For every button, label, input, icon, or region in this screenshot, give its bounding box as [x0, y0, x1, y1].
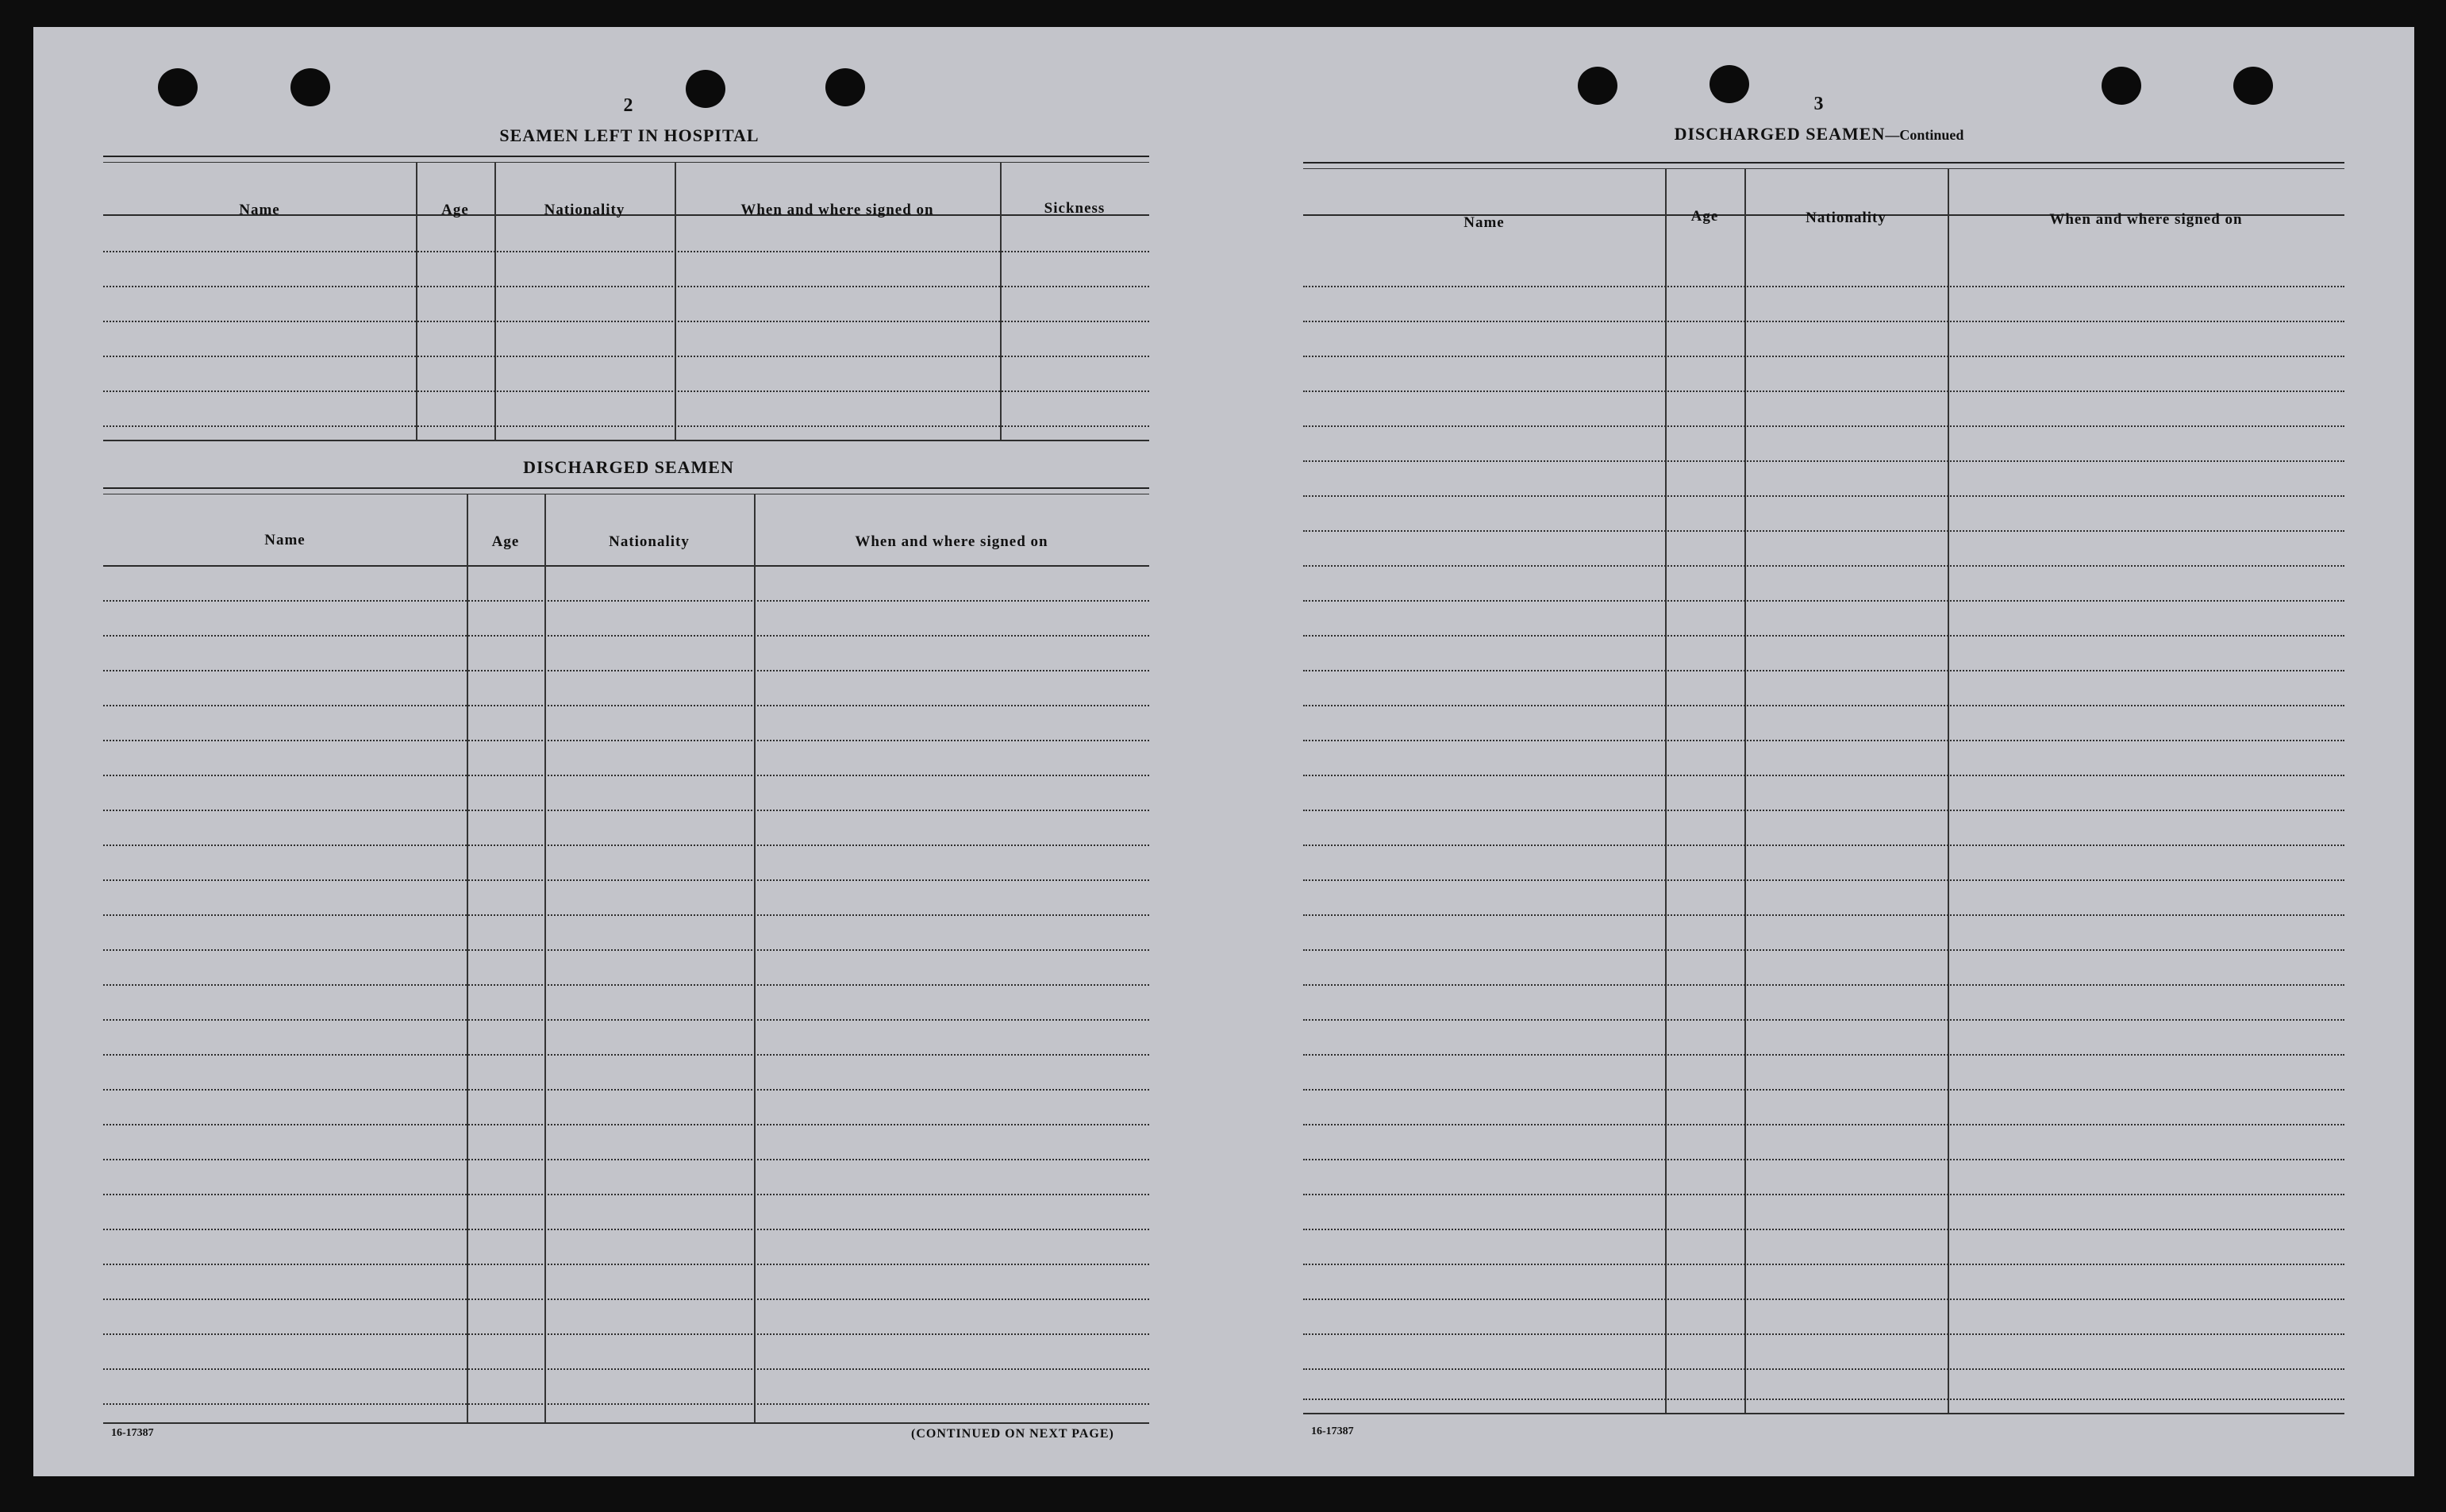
table-row	[1303, 1089, 2344, 1091]
table-row	[1303, 600, 2344, 602]
table-row	[1303, 1333, 2344, 1335]
column-header-name: Name	[264, 532, 306, 548]
column-header-nationality: Nationality	[544, 202, 625, 218]
table-row	[1303, 495, 2344, 497]
table-row	[103, 844, 1149, 846]
discharged-continued-title	[1224, 124, 2414, 144]
table-row	[1303, 1368, 2344, 1370]
column-header-signed-on: When and where signed on	[2049, 211, 2243, 228]
table-row	[1303, 286, 2344, 287]
table-row	[103, 949, 1149, 951]
table-row	[1303, 1298, 2344, 1300]
table-row	[1303, 425, 2344, 427]
table-row	[103, 251, 1149, 252]
table-row	[103, 1019, 1149, 1021]
table-row	[103, 635, 1149, 637]
table-row	[1303, 1054, 2344, 1056]
form-number: 16-17387	[111, 1427, 154, 1439]
column-header-nationality: Nationality	[609, 533, 690, 550]
table-row	[1303, 949, 2344, 951]
hospital-table	[103, 156, 1149, 471]
discharged-section-title: DISCHARGED SEAMEN	[523, 457, 734, 477]
table-row	[1303, 705, 2344, 706]
table-row	[1303, 879, 2344, 881]
table-row	[103, 1159, 1149, 1160]
table-row	[1303, 1264, 2344, 1265]
table-row	[1303, 914, 2344, 916]
table-row	[1303, 810, 2344, 811]
section-title-main: DISCHARGED SEAMEN	[1674, 124, 1886, 144]
table-row	[1303, 391, 2344, 392]
table-row	[103, 1333, 1149, 1335]
column-header-nationality: Nationality	[1806, 210, 1886, 226]
table-row	[103, 321, 1149, 322]
table-row	[103, 1298, 1149, 1300]
table-row	[1303, 1124, 2344, 1125]
hospital-section-title: SEAMEN LEFT IN HOSPITAL	[499, 125, 760, 145]
column-header-age: Age	[441, 202, 469, 218]
table-row	[1303, 565, 2344, 567]
table-row	[1303, 670, 2344, 671]
column-header-sickness: Sickness	[1044, 200, 1106, 217]
table-row	[103, 425, 1149, 427]
table-row	[103, 286, 1149, 287]
page-number: 2	[623, 95, 634, 116]
right-page	[1224, 27, 2414, 1476]
table-row	[103, 1194, 1149, 1195]
table-row	[103, 391, 1149, 392]
table-row	[103, 600, 1149, 602]
table-row	[1303, 1399, 2344, 1400]
table-row	[103, 879, 1149, 881]
table-row	[103, 775, 1149, 776]
table-row	[1303, 1019, 2344, 1021]
table-row	[103, 740, 1149, 741]
discharged-continued-table	[1303, 162, 2344, 1448]
table-row	[103, 1229, 1149, 1230]
table-row	[1303, 356, 2344, 357]
table-row	[1303, 1229, 2344, 1230]
table-row	[103, 670, 1149, 671]
table-row	[1303, 1194, 2344, 1195]
column-header-signed-on: When and where signed on	[855, 533, 1048, 550]
table-row	[103, 914, 1149, 916]
column-header-name: Name	[239, 202, 280, 218]
left-page	[33, 27, 1224, 1476]
table-row	[103, 1368, 1149, 1370]
page-number: 3	[1813, 94, 1825, 114]
table-row	[1303, 740, 2344, 741]
table-row	[1303, 775, 2344, 776]
table-row	[103, 1089, 1149, 1091]
section-title-suffix: —Continued	[1885, 127, 1964, 143]
table-row	[103, 1054, 1149, 1056]
table-row	[1303, 984, 2344, 986]
table-row	[1303, 530, 2344, 532]
continued-note: (CONTINUED ON NEXT PAGE)	[911, 1427, 1114, 1441]
table-row	[103, 984, 1149, 986]
table-row	[1303, 844, 2344, 846]
table-row	[1303, 635, 2344, 637]
table-row	[103, 705, 1149, 706]
column-header-age: Age	[1690, 208, 1719, 225]
ledger-sheet	[33, 27, 2414, 1476]
table-row	[103, 1264, 1149, 1265]
form-number: 16-17387	[1311, 1425, 1354, 1437]
table-row	[1303, 460, 2344, 462]
table-row	[103, 810, 1149, 811]
table-row	[103, 1124, 1149, 1125]
column-header-signed-on: When and where signed on	[740, 202, 934, 218]
column-header-age: Age	[491, 533, 520, 550]
table-row	[1303, 321, 2344, 322]
table-row	[103, 1403, 1149, 1405]
column-header-name: Name	[1463, 214, 1505, 231]
discharged-table	[103, 487, 1149, 1452]
table-row	[103, 356, 1149, 357]
table-row	[1303, 1159, 2344, 1160]
